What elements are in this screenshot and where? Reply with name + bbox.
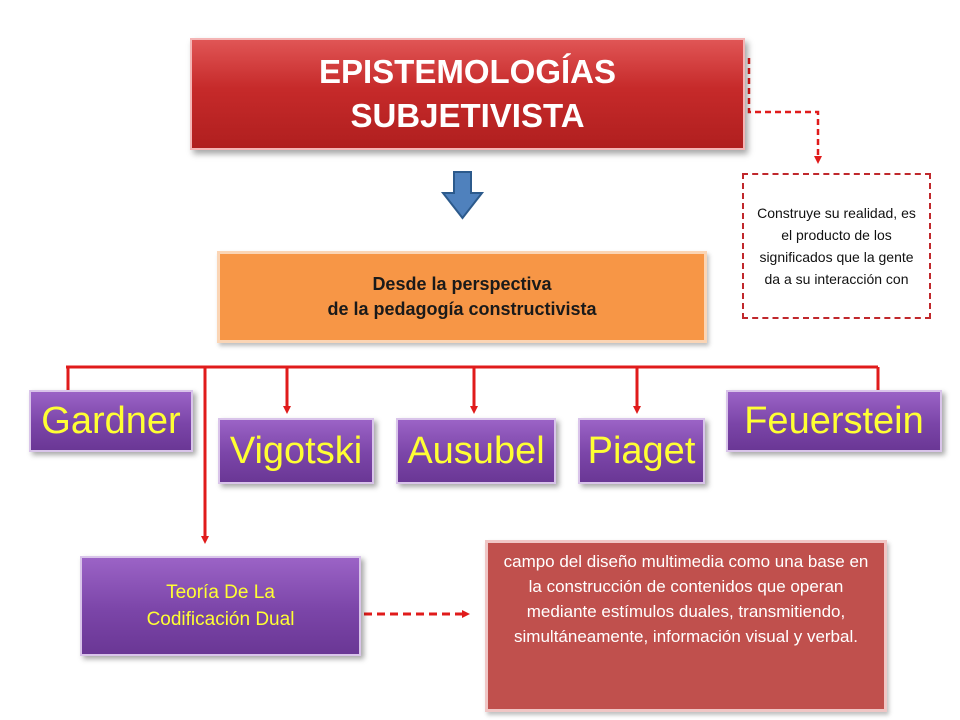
note-text: Construye su realidad, es el producto de los significados que la gente da a su interacción con [757, 205, 916, 287]
perspective-line-2: de la pedagogía constructivista [327, 299, 597, 319]
vigotski-label: Vigotski [229, 429, 363, 472]
title-box [190, 38, 745, 150]
feuerstein-label: Feuerstein [744, 399, 924, 442]
dual-description-box [485, 540, 887, 712]
perspective-box [217, 251, 707, 343]
piaget-label: Piaget [587, 429, 696, 472]
dual-description-text: campo del diseño multimedia como una base en la construcción de contenidos que operan mediante estímulos duales, transmitiendo, simultáneamente, información visual y verbal. [503, 552, 869, 646]
down-arrow-icon [443, 172, 482, 218]
feuerstein-box [726, 390, 942, 452]
ausubel-label: Ausubel [407, 429, 545, 472]
dual-theory-line-1: Teoría De La [166, 582, 275, 603]
dual-theory-box [80, 556, 361, 656]
gardner-label: Gardner [41, 399, 181, 442]
title-line-2: SUBJETIVISTA [350, 97, 585, 134]
title-to-note-connector [749, 58, 818, 160]
piaget-box [578, 418, 705, 484]
note-box [742, 173, 931, 319]
vigotski-box [218, 418, 374, 484]
title-line-1: EPISTEMOLOGÍAS [318, 53, 617, 90]
dual-theory-line-2: Codificación Dual [146, 609, 295, 630]
ausubel-box [396, 418, 556, 484]
perspective-line-1: Desde la perspectiva [372, 274, 552, 294]
gardner-box [29, 390, 193, 452]
